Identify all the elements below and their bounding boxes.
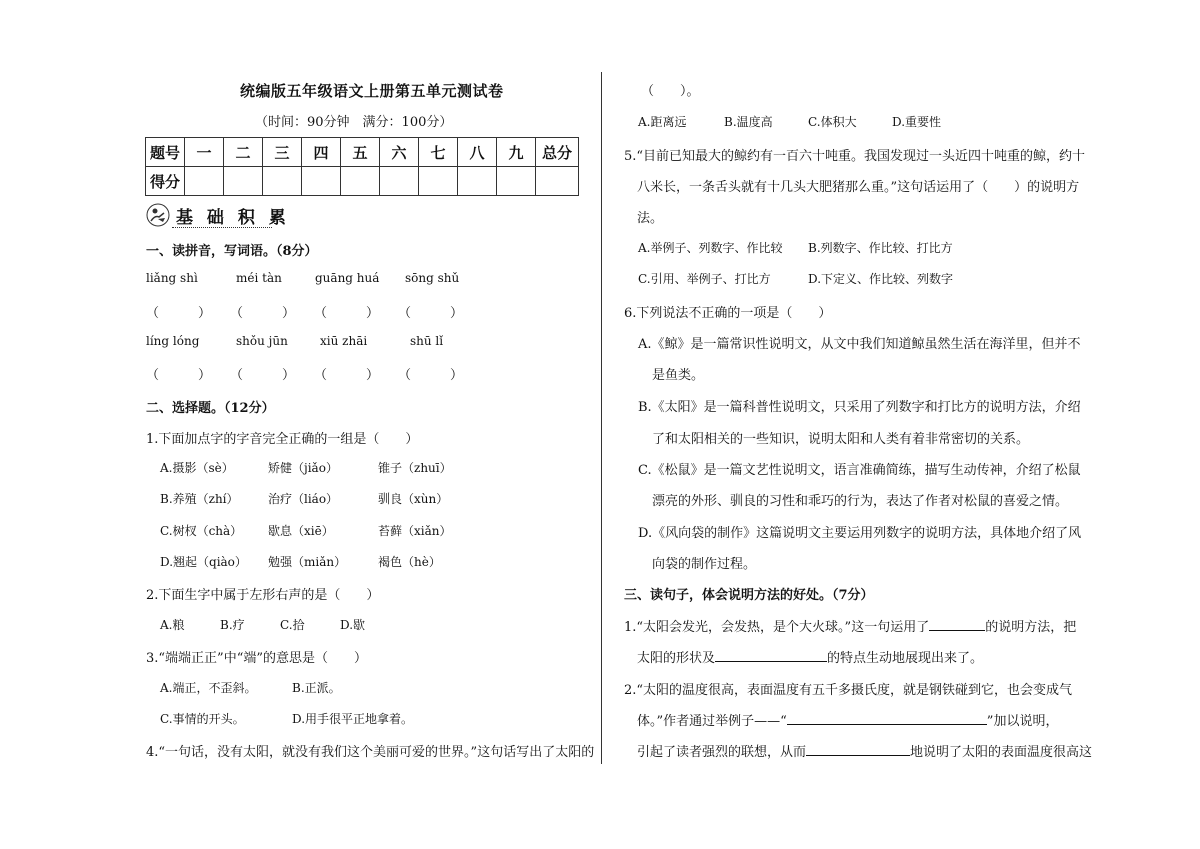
score-input-cell[interactable] — [224, 167, 263, 196]
score-input-cell[interactable] — [497, 167, 536, 196]
answer-blank[interactable] — [787, 712, 987, 725]
option[interactable]: A.《鲸》是一篇常识性说明文，从文中我们知道鲸虽然生活在海洋里，但并不 — [638, 337, 1081, 352]
answer-bracket[interactable]: （ ） — [398, 368, 464, 383]
score-cell: 一 — [185, 138, 224, 167]
q1-heading: 一、读拼音，写词语。（8分） — [146, 244, 318, 259]
option[interactable]: B.正派。 — [292, 681, 341, 695]
question-line — [637, 710, 1058, 729]
option[interactable]: A.粮 — [160, 618, 185, 632]
option[interactable]: A.举例子、列数字、作比较 — [638, 241, 783, 255]
question-line — [637, 741, 1092, 760]
column-divider — [601, 72, 602, 764]
question-text: 4.“一句话，没有太阳，就没有我们这个美丽可爱的世界。”这句话写出了太阳的 — [146, 745, 595, 760]
score-table — [145, 137, 579, 196]
question-text: 1.“太阳会发光，会发热，是个大火球。”这一句运用了 — [624, 620, 930, 635]
option-continued: 向袋的制作过程。 — [652, 557, 757, 572]
option[interactable]: 锥子（zhuī） — [378, 461, 452, 475]
option[interactable]: D.下定义、作比较、列数字 — [808, 272, 954, 286]
option[interactable]: A.距离远 — [638, 115, 687, 129]
option-continued: 了和太阳相关的一些知识，说明太阳和人类有着非常密切的关系。 — [652, 432, 1030, 447]
option[interactable]: C.体积大 — [808, 115, 857, 129]
question-line — [637, 647, 983, 666]
pinyin: líng lóng — [146, 334, 200, 348]
score-input-cell[interactable] — [458, 167, 497, 196]
score-cell: 三 — [263, 138, 302, 167]
question-text: 2.下面生字中属于左形右声的是（ ） — [146, 588, 380, 603]
question-text: 太阳的形状及 — [637, 651, 716, 666]
option-continued: 是鱼类。 — [652, 368, 705, 383]
score-cell: 题号 — [146, 138, 185, 167]
option[interactable]: B.《太阳》是一篇科普性说明文，只采用了列数字和打比方的说明方法，介绍 — [638, 400, 1081, 415]
answer-bracket[interactable]: （ ） — [146, 368, 212, 383]
question-text: 的说明方法，把 — [985, 620, 1077, 635]
answer-bracket[interactable]: （ ） — [230, 368, 296, 383]
option[interactable]: C.引用、举例子、打比方 — [638, 272, 771, 286]
option[interactable]: 勉强（miǎn） — [268, 555, 347, 569]
pinyin: shū lǐ — [410, 334, 444, 348]
score-cell: 七 — [419, 138, 458, 167]
pinyin: guāng huá — [315, 271, 380, 285]
option[interactable]: 苔藓（xiǎn） — [378, 524, 452, 538]
pinyin: liǎng shì — [146, 271, 198, 285]
score-table-header-row — [146, 138, 579, 167]
option[interactable]: C.事情的开头。 — [160, 712, 245, 726]
score-cell: 五 — [341, 138, 380, 167]
option[interactable]: 矫健（jiǎo） — [268, 461, 338, 475]
option[interactable]: D.翘起（qiào） — [160, 555, 247, 569]
page-title: 统编版五年级语文上册第五单元测试卷 — [240, 82, 504, 100]
section-underline — [172, 227, 272, 228]
question-text: 1.下面加点字的字音完全正确的一组是（ ） — [146, 432, 419, 447]
score-cell-label: 得分 — [146, 167, 185, 196]
option[interactable]: C.《松鼠》是一篇文艺性说明文，语言准确简练，描写生动传神，介绍了松鼠 — [638, 463, 1081, 478]
question-text: 引起了读者强烈的联想，从而 — [637, 745, 807, 760]
option[interactable]: D.歇 — [340, 618, 366, 632]
option[interactable]: 褐色（hè） — [378, 555, 441, 569]
score-cell: 九 — [497, 138, 536, 167]
score-input-cell[interactable] — [380, 167, 419, 196]
answer-bracket[interactable]: （ ） — [314, 368, 380, 383]
question-text: 法。 — [637, 211, 664, 226]
pinyin: méi tàn — [236, 271, 282, 285]
q2-heading: 二、选择题。（12分） — [146, 401, 275, 416]
option[interactable]: B.养殖（zhí） — [160, 492, 239, 506]
answer-bracket[interactable]: （ ） — [230, 306, 296, 321]
score-cell: 总分 — [536, 138, 579, 167]
answer-blank[interactable] — [715, 649, 827, 662]
score-input-cell[interactable] — [536, 167, 579, 196]
question-line — [624, 616, 1076, 635]
reading-child-icon — [146, 203, 170, 227]
question-text: 3.“端端正正”中“端”的意思是（ ） — [146, 651, 367, 666]
option[interactable]: C.拾 — [280, 618, 305, 632]
option[interactable]: D.《风向袋的制作》这篇说明文主要运用列数字的说明方法，具体地介绍了风 — [638, 526, 1082, 541]
answer-bracket[interactable]: （ ） — [146, 306, 212, 321]
score-input-cell[interactable] — [341, 167, 380, 196]
score-input-cell[interactable] — [263, 167, 302, 196]
pinyin: shǒu jūn — [236, 334, 288, 348]
question-text: 八米长，一条舌头就有十几头大肥猪那么重。”这句话运用了（ ）的说明方 — [637, 180, 1080, 195]
option[interactable]: A.摄影（sè） — [160, 461, 234, 475]
option[interactable]: 歇息（xiē） — [268, 524, 334, 538]
score-input-cell[interactable] — [419, 167, 458, 196]
question-text: 的特点生动地展现出来了。 — [827, 651, 984, 666]
section-title: 基 础 积 累 — [176, 208, 290, 228]
score-cell: 六 — [380, 138, 419, 167]
q3-heading: 三、读句子，体会说明方法的好处。（7分） — [624, 588, 874, 603]
answer-bracket[interactable]: （ ） — [398, 306, 464, 321]
score-cell: 四 — [302, 138, 341, 167]
answer-blank[interactable] — [929, 618, 985, 631]
score-input-cell[interactable] — [185, 167, 224, 196]
question-text: 6.下列说法不正确的一项是（ ） — [624, 306, 832, 321]
option-continued: 漂亮的外形、驯良的习性和乖巧的行为，表达了作者对松鼠的喜爱之情。 — [652, 494, 1069, 509]
option[interactable]: D.重要性 — [892, 115, 942, 129]
question-text: 体。”作者通过举例子——“ — [637, 714, 787, 729]
option[interactable]: 治疗（liáo） — [268, 492, 339, 506]
question-text: ”加以说明， — [986, 714, 1059, 729]
page-subtitle: （时间：90分钟 满分：100分） — [255, 115, 453, 130]
option[interactable]: B.温度高 — [724, 115, 773, 129]
option[interactable]: 驯良（xùn） — [378, 492, 449, 506]
answer-bracket[interactable]: （ ） — [314, 306, 380, 321]
pinyin: xiū zhāi — [320, 334, 368, 348]
option[interactable]: D.用手很平正地拿着。 — [292, 712, 414, 726]
question-text: 地说明了太阳的表面温度很高这 — [910, 745, 1093, 760]
score-cell: 二 — [224, 138, 263, 167]
score-table-score-row — [146, 167, 579, 196]
option[interactable]: B.疗 — [220, 618, 245, 632]
pinyin: sōng shǔ — [405, 271, 460, 285]
question-text: 5.“目前已知最大的鲸约有一百六十吨重。我国发现过一头近四十吨重的鲸，约十 — [624, 149, 1086, 164]
score-cell: 八 — [458, 138, 497, 167]
question-text: （ ）。 — [641, 84, 700, 99]
option[interactable]: B.列数字、作比较、打比方 — [808, 241, 953, 255]
score-input-cell[interactable] — [302, 167, 341, 196]
question-text: 2.“太阳的温度很高，表面温度有五千多摄氏度，就是钢铁碰到它，也会变成气 — [624, 683, 1073, 698]
option[interactable]: A.端正，不歪斜。 — [160, 681, 257, 695]
answer-blank[interactable] — [806, 743, 910, 756]
option[interactable]: C.树杈（chà） — [160, 524, 243, 538]
